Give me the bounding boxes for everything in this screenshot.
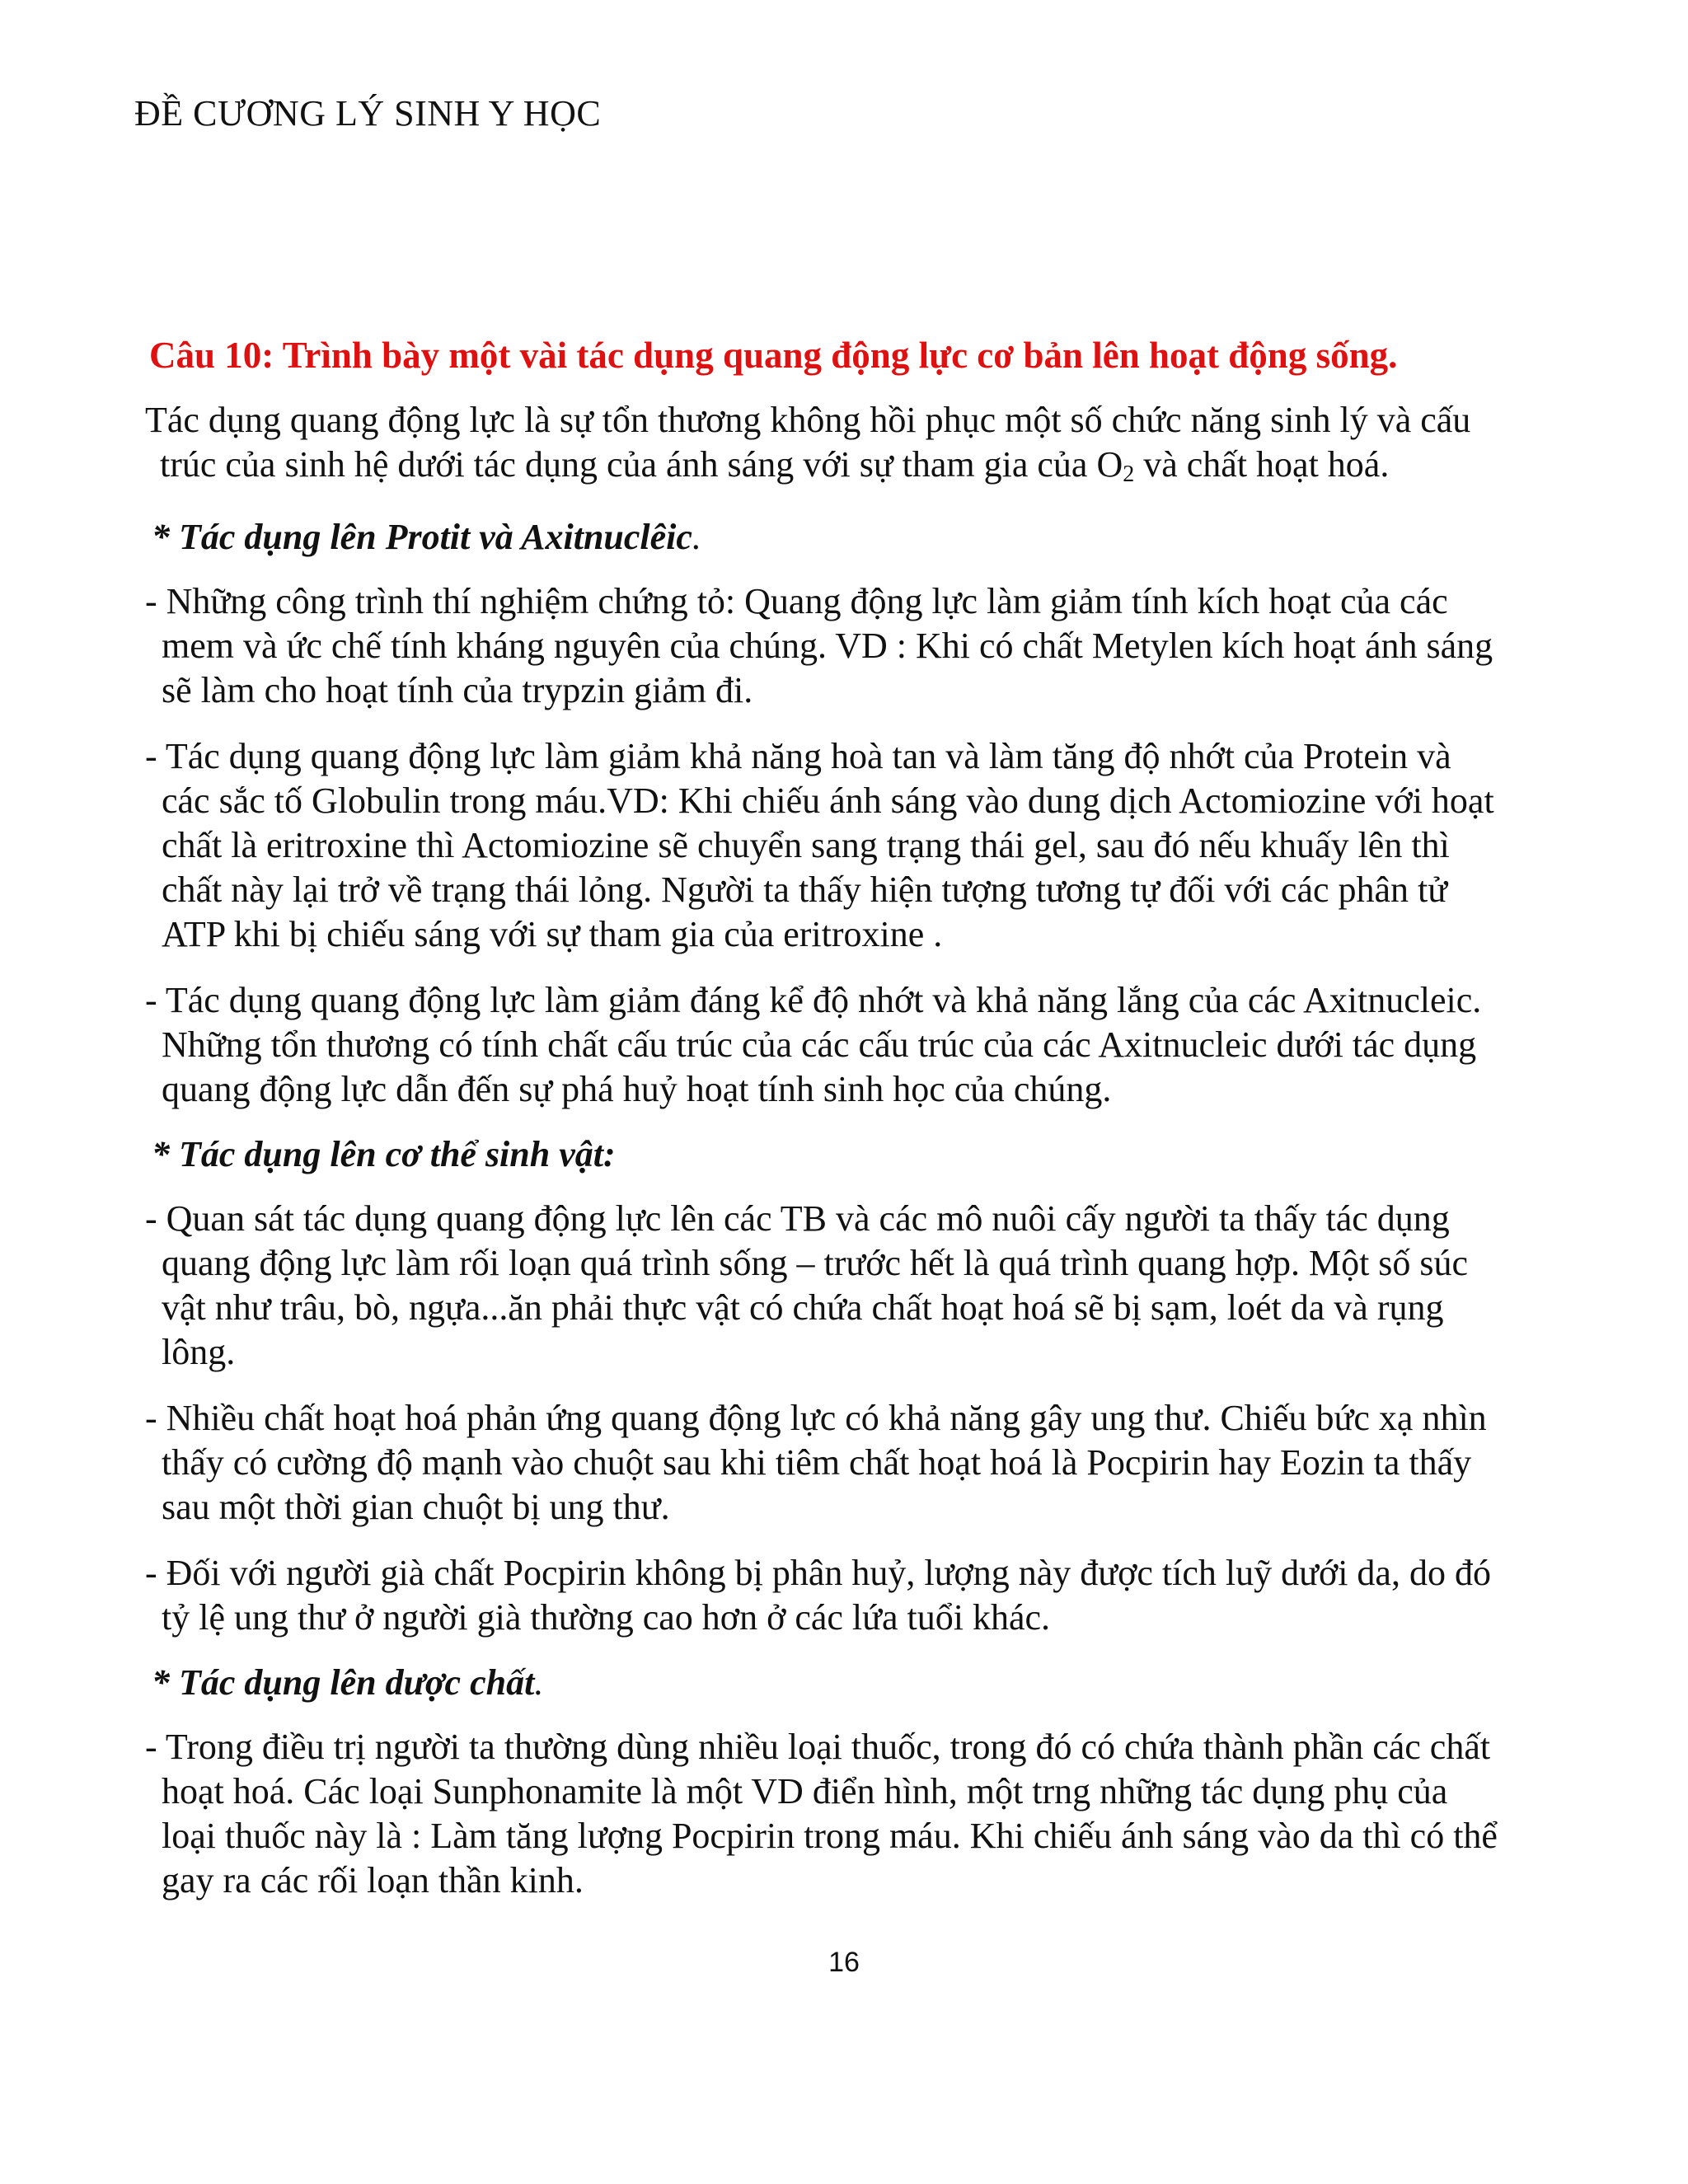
section-title-drugs: * Tác dụng lên dược chất. bbox=[152, 1662, 544, 1703]
bullet-item: - Đối với người già chất Pocpirin không bị phân huỷ, lượng này được tích luỹ dưới da, do đó tỷ lệ ung thư ở người già thường cao hơn ở các lứa tuổi khác. bbox=[145, 1553, 1491, 1638]
intro-line-1: Tác dụng quang động lực là sự tổn thương không hồi phục một số chức năng sinh lý và cấu bbox=[145, 400, 1471, 440]
section-title-organism: * Tác dụng lên cơ thể sinh vật: bbox=[152, 1134, 616, 1174]
subscript-2: 2 bbox=[1123, 462, 1135, 487]
bullet-item: - Nhiều chất hoạt hoá phản ứng quang động lực có khả năng gây ung thư. Chiếu bức xạ nhìn thấy có cường độ mạnh vào chuột sau khi tiêm chất hoạt hoá là Pocpirin hay Eozin ta thấy sau một thời gian chuột bị ung thư. bbox=[145, 1398, 1487, 1527]
page-content bbox=[145, 334, 1587, 1924]
intro-paragraph bbox=[145, 398, 1587, 497]
bullet-item: - Tác dụng quang động lực làm giảm khả năng hoà tan và làm tăng độ nhớt của Protein và các sắc tố Globulin trong máu.VD: Khi chiếu ánh sáng vào dung dịch Actomiozine với hoạt chất là eritroxine thì Actomiozine sẽ chuyển sang trạng thái gel, sau đó nếu khuấy lên thì chất này lại trở về trạng thái lỏng. Người ta thấy hiện tượng tương tự đối với các phân tử ATP khi bị chiếu sáng với sự tham gia của eritroxine . bbox=[145, 736, 1494, 954]
bullet-item: - Những công trình thí nghiệm chứng tỏ: Quang động lực làm giảm tính kích hoạt của các mem và ức chế tính kháng nguyên của chúng. VD : Khi có chất Metylen kích hoạt ánh sáng sẽ làm cho hoạt tính của trypzin giảm đi. bbox=[145, 581, 1493, 710]
document-header: ĐỀ CƯƠNG LÝ SINH Y HỌC bbox=[134, 93, 602, 134]
intro-line-2: trúc của sinh hệ dưới tác dụng của ánh sáng với sự tham gia của $O_2$ và chất hoạt hoá. bbox=[160, 444, 1390, 487]
bullet-item: - Tác dụng quang động lực làm giảm đáng kể độ nhớt và khả năng lắng của các Axitnucleic. Những tổn thương có tính chất cấu trúc của các cấu trúc của các Axitnucleic dưới tác dụng quang động lực dẫn đến sự phá huỷ hoạt tính sinh học của chúng. bbox=[145, 980, 1482, 1109]
bullet-item: - Quan sát tác dụng quang động lực lên các TB và các mô nuôi cấy người ta thấy tác dụng quang động lực làm rối loạn quá trình sống – trước hết là quá trình quang hợp. Một số súc vật như trâu, bò, ngựa...ăn phải thực vật có chứa chất hoạt hoá sẽ bị sạm, loét da và rụng lông. bbox=[145, 1198, 1469, 1372]
section-title-protit: * Tác dụng lên Protit và Axitnuclêic. bbox=[152, 517, 701, 557]
question-heading: Câu 10: Trình bày một vài tác dụng quang động lực cơ bản lên hoạt động sống. bbox=[149, 335, 1398, 376]
bullet-item: - Trong điều trị người ta thường dùng nhiều loại thuốc, trong đó có chứa thành phần các chất hoạt hoá. Các loại Sunphonamite là một VD điển hình, một trng những tác dụng phụ của loại thuốc này là : Làm tăng lượng Pocpirin trong máu. Khi chiếu ánh sáng vào da thì có thể gay ra các rối loạn thần kinh. bbox=[145, 1727, 1498, 1900]
page-number: 16 bbox=[828, 1947, 860, 1978]
